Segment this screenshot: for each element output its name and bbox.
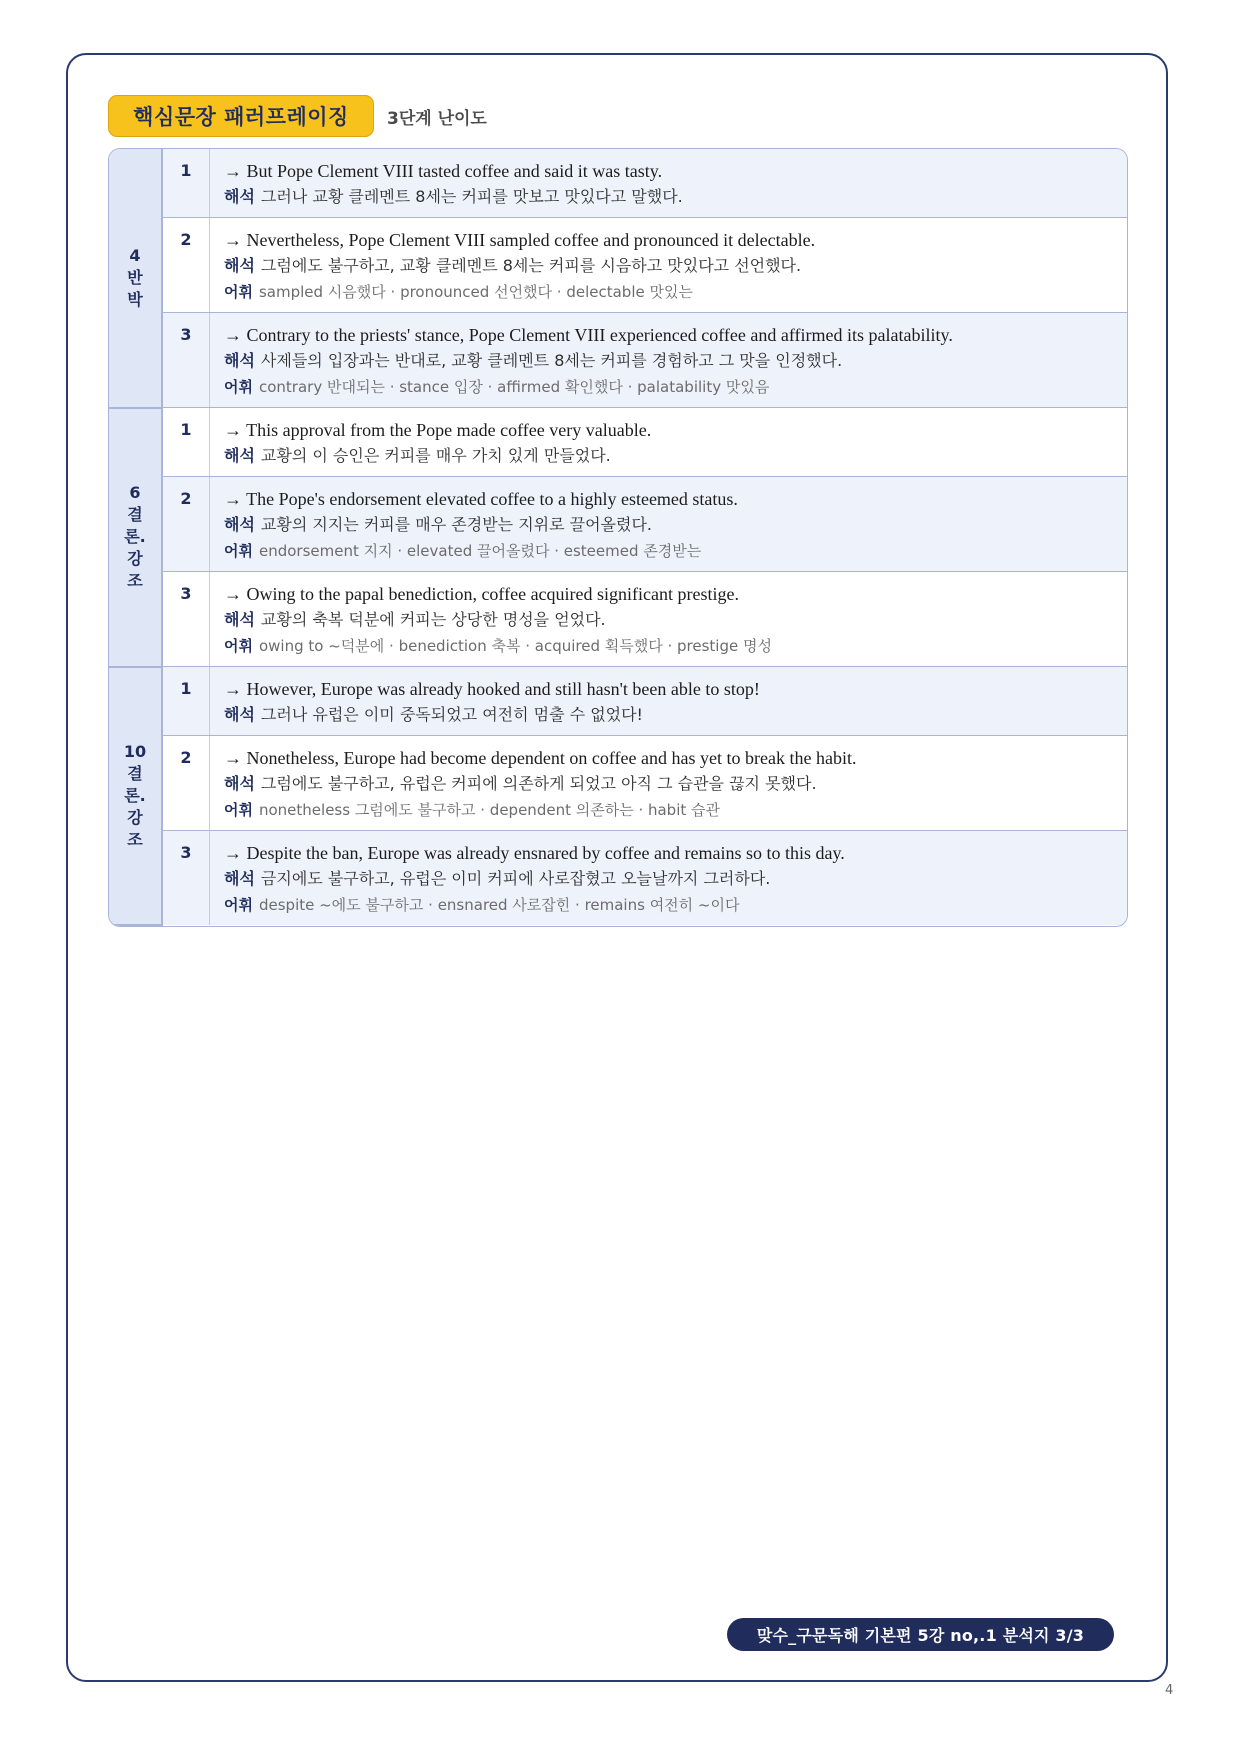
translation-line — [224, 702, 1113, 728]
translation-tag: 해석 — [224, 256, 255, 275]
group-label-line: 6 — [129, 483, 141, 502]
vocab-text: nonetheless 그럼에도 불구하고 · dependent 의존하는 · habit 습관 — [258, 801, 721, 819]
english-sentence: → This approval from the Pope made coffee very valuable. — [224, 420, 652, 440]
row-number: 3 — [162, 831, 210, 926]
vocab-tag: 어휘 — [224, 542, 253, 560]
row-content — [210, 313, 1128, 408]
group-label — [109, 741, 161, 851]
group-label-line: 조 — [127, 829, 143, 849]
translation-tag: 해석 — [224, 610, 255, 629]
row-content — [210, 736, 1128, 831]
row-content — [210, 831, 1128, 926]
english-sentence: → Nevertheless, Pope Clement VIII sampled coffee and pronounced it delectable. — [224, 230, 816, 250]
translation-line — [224, 512, 1113, 538]
vocab-text: endorsement 지지 · elevated 끌어올렸다 · esteemed 존경받는 — [258, 542, 702, 560]
translation-text: 금지에도 불구하고, 유럽은 이미 커피에 사로잡혔고 오늘날까지 그러하다. — [260, 869, 771, 888]
row-content — [210, 218, 1128, 313]
vocab-tag: 어휘 — [224, 283, 253, 301]
english-sentence: → Contrary to the priests' stance, Pope Clement VIII experienced coffee and affirmed its palatability. — [224, 325, 953, 345]
group-label — [109, 245, 161, 311]
table-row — [109, 218, 1127, 313]
translation-line — [224, 607, 1113, 633]
english-sentence: → Despite the ban, Europe was already ensnared by coffee and remains so to this day. — [224, 843, 845, 863]
translation-text: 교황의 이 승인은 커피를 매우 가치 있게 만들었다. — [260, 446, 611, 465]
translation-text: 교황의 지지는 커피를 매우 존경받는 지위로 끌어올렸다. — [260, 515, 653, 534]
group-label-line: 10 — [123, 741, 147, 761]
row-content — [210, 667, 1128, 736]
translation-text: 그럼에도 불구하고, 유럽은 커피에 의존하게 되었고 아직 그 습관을 끊지 못했다. — [260, 774, 817, 793]
translation-text: 그럼에도 불구하고, 교황 클레멘트 8세는 커피를 시음하고 맛있다고 선언했다. — [260, 256, 802, 275]
translation-text: 그러나 교황 클레멘트 8세는 커피를 맛보고 맛있다고 말했다. — [260, 187, 683, 206]
vocab-line — [224, 538, 1113, 564]
translation-text: 사제들의 입장과는 반대로, 교황 클레멘트 8세는 커피를 경험하고 그 맛을 인정했다. — [260, 351, 843, 370]
translation-line — [224, 184, 1113, 210]
row-number: 2 — [162, 736, 210, 831]
vocab-tag: 어휘 — [224, 378, 253, 396]
vocab-line — [224, 633, 1113, 659]
row-number: 3 — [162, 313, 210, 408]
vocab-tag: 어휘 — [224, 801, 253, 819]
group-label-cell — [109, 149, 162, 408]
translation-tag: 해석 — [224, 351, 255, 370]
vocab-text: despite ~에도 불구하고 · ensnared 사로잡힌 · remains 여전히 ~이다 — [258, 896, 740, 914]
vocab-line — [224, 892, 1113, 918]
english-sentence: → Owing to the papal benediction, coffee acquired significant prestige. — [224, 584, 739, 604]
group-label-line: 결 — [127, 505, 143, 524]
group-label-line: 조 — [127, 571, 143, 590]
table-row — [109, 831, 1127, 926]
group-label-line: 박 — [127, 289, 143, 309]
translation-line — [224, 866, 1113, 892]
table-row — [109, 477, 1127, 572]
translation-tag: 해석 — [224, 705, 255, 724]
group-label-line: 반 — [127, 267, 143, 287]
vocab-text: contrary 반대되는 · stance 입장 · affirmed 확인했다 · palatability 맛있음 — [258, 378, 770, 396]
translation-line — [224, 253, 1113, 279]
section-title-badge: 핵심문장 패러프레이징 — [108, 95, 374, 137]
row-number: 1 — [162, 667, 210, 736]
row-content — [210, 408, 1128, 477]
translation-text: 그러나 유럽은 이미 중독되었고 여전히 멈출 수 없었다! — [260, 705, 643, 724]
row-number: 1 — [162, 149, 210, 218]
row-content — [210, 149, 1128, 218]
vocab-line — [224, 374, 1113, 400]
row-content — [210, 572, 1128, 667]
group-label-line: 론. — [124, 785, 146, 805]
row-number: 1 — [162, 408, 210, 477]
english-sentence: → Nonetheless, Europe had become dependent on coffee and has yet to break the habit. — [224, 748, 857, 768]
vocab-line — [224, 797, 1113, 823]
group-label-line: 결 — [127, 763, 143, 783]
table-row — [109, 572, 1127, 667]
table-row — [109, 408, 1127, 477]
page-number: 4 — [1165, 1683, 1174, 1698]
group-label-cell — [109, 667, 162, 926]
translation-line — [224, 348, 1113, 374]
group-label-line: 강 — [127, 549, 143, 568]
english-sentence: → The Pope's endorsement elevated coffee to a highly esteemed status. — [224, 489, 738, 509]
table-row — [109, 149, 1127, 218]
translation-line — [224, 443, 1113, 469]
footer-document-label: 맞수_구문독해 기본편 5강 no,.1 분석지 3/3 — [727, 1618, 1114, 1651]
difficulty-label: 3단계 난이도 — [387, 109, 487, 129]
vocab-text: owing to ~덕분에 · benediction 축복 · acquired 획득했다 · prestige 명성 — [258, 637, 772, 655]
translation-tag: 해석 — [224, 774, 255, 793]
table-row — [109, 667, 1127, 736]
paraphrase-table — [108, 148, 1128, 927]
english-sentence: → But Pope Clement VIII tasted coffee and said it was tasty. — [224, 161, 663, 181]
group-label-cell — [109, 408, 162, 667]
row-number: 3 — [162, 572, 210, 667]
english-sentence: → However, Europe was already hooked and still hasn't been able to stop! — [224, 679, 760, 699]
translation-tag: 해석 — [224, 187, 255, 206]
translation-tag: 해석 — [224, 869, 255, 888]
group-label-line: 4 — [129, 245, 141, 265]
translation-tag: 해석 — [224, 515, 255, 534]
translation-text: 교황의 축복 덕분에 커피는 상당한 명성을 얻었다. — [260, 610, 606, 629]
vocab-tag: 어휘 — [224, 896, 253, 914]
row-content — [210, 477, 1128, 572]
translation-tag: 해석 — [224, 446, 255, 465]
vocab-line — [224, 279, 1113, 305]
group-label-line: 론. — [124, 527, 146, 546]
group-label-line: 강 — [127, 807, 143, 827]
vocab-tag: 어휘 — [224, 637, 253, 655]
row-number: 2 — [162, 477, 210, 572]
table-row — [109, 313, 1127, 408]
vocab-text: sampled 시음했다 · pronounced 선언했다 · delectable 맛있는 — [258, 283, 693, 301]
table-row — [109, 736, 1127, 831]
group-label — [109, 482, 161, 592]
row-number: 2 — [162, 218, 210, 313]
paraphrase-table-body — [109, 149, 1127, 925]
translation-line — [224, 771, 1113, 797]
